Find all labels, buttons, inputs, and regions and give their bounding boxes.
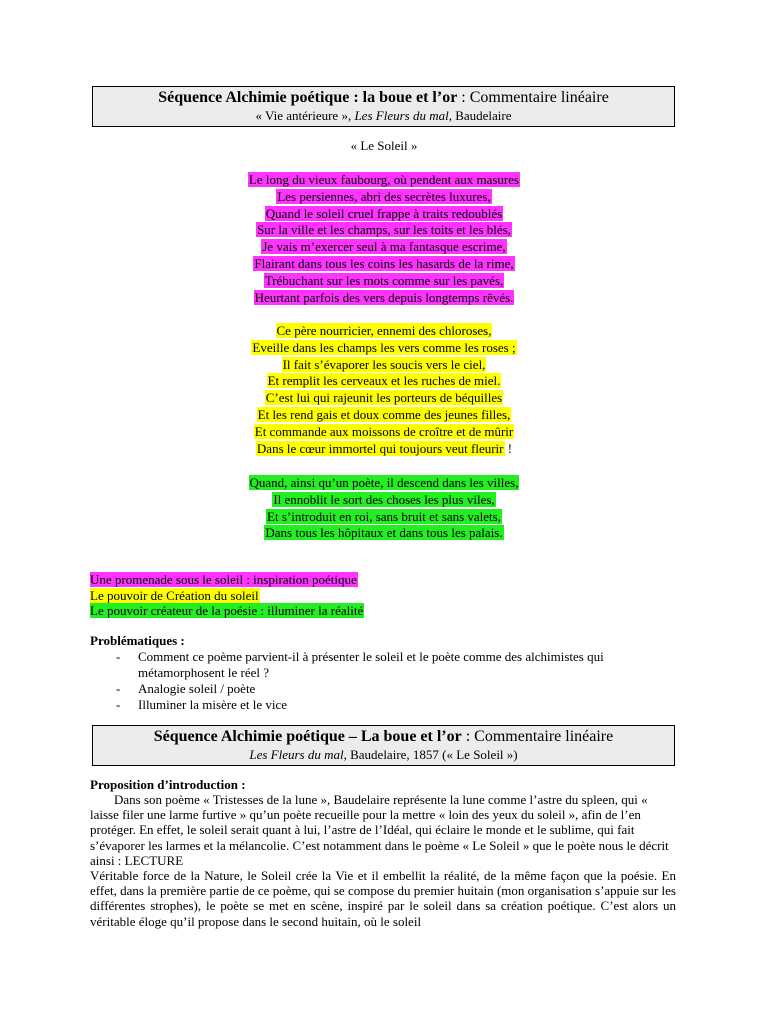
list-item: [90, 649, 680, 681]
verse-line: Et les rend gais et doux comme des jeunes filles,: [257, 406, 511, 422]
dash-bullet: -: [116, 681, 121, 696]
verse-line: Flairant dans tous les coins les hasards de la rime,: [254, 255, 514, 271]
poem-title: « Le Soleil »: [350, 138, 418, 153]
stanza-3: [0, 475, 768, 542]
list-item: [90, 697, 680, 713]
title-box-1-subtitle: [97, 108, 670, 124]
verse-line: Sur la ville et les champs, sur les toits et les blés,: [257, 222, 511, 238]
title-box-2-rest: : Commentaire linéaire: [461, 728, 614, 745]
problematiques-list: [90, 649, 680, 713]
list-item: [90, 681, 680, 697]
verse-line: Et remplit les cerveaux et les ruches de miel.: [267, 373, 501, 389]
subtitle-author: Baudelaire: [451, 108, 512, 123]
title-box-2: [92, 725, 675, 766]
verse-line: Et commande aux moissons de croître et de mûrir: [254, 423, 514, 439]
dash-bullet: -: [116, 697, 121, 712]
subtitle-prefix: « Vie antérieure »,: [255, 108, 355, 123]
title-box-1-heading: [97, 88, 670, 108]
list-item-text: Comment ce poème parvient-il à présenter le soleil et le poète comme des alchimistes qui métamorphosent le réel ?: [138, 649, 604, 680]
verse-line: Les persiennes, abri des secrètes luxures,: [277, 188, 491, 204]
subtitle-italic: Les Fleurs du mal,: [354, 108, 452, 123]
title-box-1-rest: : Commentaire linéaire: [457, 89, 609, 106]
verse-line: C’est lui qui rajeunit les porteurs de béquilles: [265, 390, 503, 406]
verse-line: Ce père nourricier, ennemi des chloroses,: [276, 323, 492, 338]
verse-line: Quand, ainsi qu’un poète, il descend dans les villes,: [249, 475, 519, 490]
paragraph-text: Dans son poème « Tristesses de la lune », Baudelaire représente la lune comme l’astre du spleen, qui « laisse filer une larme furtive » qu’un poète recueille pour la mettre « loin des yeux du soleil », afin de l’en protéger. En effet, le soleil serait quant à lui, l’astre de l’Idéal, qui éclaire le monde et le sublime, qui fait s’évaporer les larmes et la mélancolie. C’est notamment dans le poème « Le Soleil » que le poète nous le décrit ainsi : LECTURE: [90, 792, 669, 868]
introduction-heading: Proposition d’introduction :: [90, 777, 246, 792]
title-box-2-bold: Séquence Alchimie poétique – La boue et l’or: [153, 728, 462, 745]
verse-line: Eveille dans les champs les vers comme les roses ;: [252, 339, 516, 355]
verse-line: Dans tous les hôpitaux et dans tous les palais.: [265, 525, 503, 541]
title-box-1-bold: Séquence Alchimie poétique : la boue et l’or: [158, 89, 458, 106]
intro-paragraph-1: [90, 792, 676, 868]
list-item-text: Illuminer la misère et le vice: [138, 697, 288, 712]
stanza-1: [0, 172, 768, 306]
legend-item-yellow: Le pouvoir de Création du soleil: [90, 587, 259, 603]
verse-line: Quand le soleil cruel frappe à traits redoublés: [265, 205, 503, 221]
subtitle-author: Baudelaire, 1857 (« Le Soleil »): [346, 747, 518, 762]
color-legend: [90, 572, 364, 619]
subtitle-italic: Les Fleurs du mal,: [249, 747, 347, 762]
title-box-2-subtitle: [97, 747, 670, 763]
stanza-2: [0, 323, 768, 457]
verse-end-punctuation: !: [504, 440, 513, 456]
legend-item-green: Le pouvoir créateur de la poésie : illuminer la réalité: [90, 603, 364, 618]
title-box-1: [92, 86, 675, 127]
verse-line: Il ennoblit le sort des choses les plus viles,: [273, 491, 495, 507]
list-item-text: Analogie soleil / poète: [138, 681, 256, 696]
verse-line: Dans le cœur immortel qui toujours veut fleurir: [256, 440, 504, 456]
intro-paragraph-2: [90, 868, 676, 936]
verse-line: Trébuchant sur les mots comme sur les pavés,: [264, 272, 504, 288]
verse-line: Et s’introduit en roi, sans bruit et sans valets,: [267, 508, 501, 524]
verse-line: Il fait s’évaporer les soucis vers le ciel,: [282, 356, 486, 372]
dash-bullet: -: [116, 649, 121, 664]
legend-item-pink: Une promenade sous le soleil : inspiration poétique: [90, 572, 357, 587]
problematiques-heading: Problématiques :: [90, 633, 185, 648]
verse-line: Le long du vieux faubourg, où pendent aux masures: [248, 172, 520, 187]
title-box-2-heading: [97, 727, 670, 747]
verse-line: Heurtant parfois des vers depuis longtemps rêvés.: [254, 289, 514, 305]
paragraph-text: Véritable force de la Nature, le Soleil crée la Vie et il embellit la réalité, de la même façon que la poésie. En effet, dans la première partie de ce poème, qui se compose du premier huitain (mon organisation s’appuie sur les différentes strophes), le poète se met en scène, inspiré par le soleil dans sa création poétique. C’est alors un véritable éloge qu’il propose dans le second huitain, où le soleil: [90, 868, 676, 929]
verse-line: Je vais m’exercer seul à ma fantasque escrime,: [262, 239, 506, 255]
